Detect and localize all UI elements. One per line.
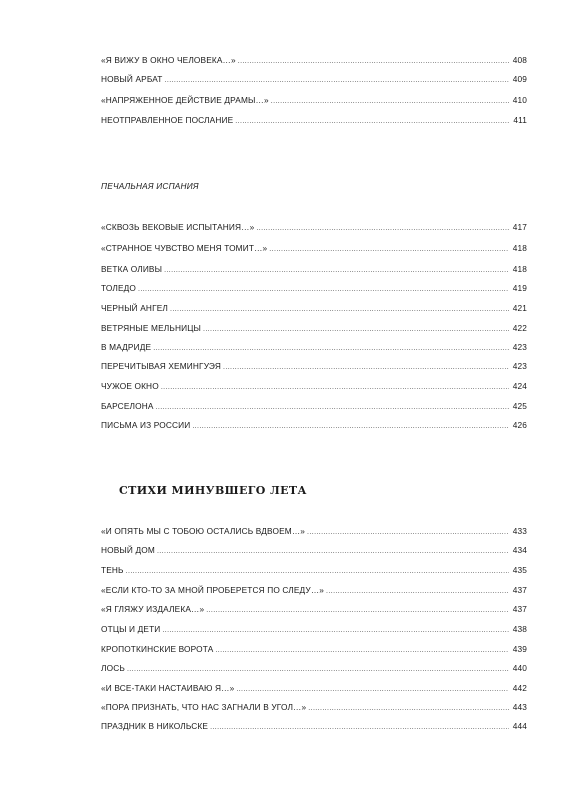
toc-entry-page: 435 (512, 565, 527, 575)
toc-leader-dots (156, 402, 509, 414)
toc-entry-title: ЛОСЬ (101, 663, 125, 673)
toc-entry-title: «СКВОЗЬ ВЕКОВЫЕ ИСПЫТАНИЯ…» (101, 222, 255, 232)
toc-entry-title: БАРСЕЛОНА (101, 401, 154, 411)
toc-entry-title: ТОЛЕДО (101, 283, 137, 293)
toc-entry (101, 623, 527, 637)
toc-entry (101, 720, 527, 734)
toc-entry-page: 418 (512, 243, 527, 253)
toc-entry (101, 282, 527, 296)
toc-entry-page: 410 (512, 95, 527, 105)
toc-entry-page: 409 (512, 74, 527, 84)
toc-entry-page: 419 (512, 283, 527, 293)
toc-entry (101, 114, 527, 128)
toc-leader-dots (223, 362, 509, 374)
toc-leader-dots (210, 722, 509, 734)
toc-leader-dots (161, 382, 509, 394)
toc-entry-page: 440 (512, 663, 527, 673)
toc-entry (101, 263, 527, 277)
toc-entry-page: 411 (513, 115, 527, 125)
toc-entry (101, 54, 527, 68)
toc-entry-page: 439 (512, 644, 527, 654)
toc-entry (101, 701, 527, 715)
section-heading: СТИХИ МИНУВШЕГО ЛЕТА (119, 484, 307, 497)
toc-entry (101, 544, 527, 558)
toc-entry-page: 434 (512, 545, 527, 555)
toc-leader-dots (256, 223, 509, 235)
toc-entry-title: «ЕСЛИ КТО-ТО ЗА МНОЙ ПРОБЕРЕТСЯ ПО СЛЕДУ…» (101, 585, 325, 595)
toc-entry-title: КРОПОТКИНСКИЕ ВОРОТА (101, 644, 214, 654)
toc-leader-dots (138, 284, 509, 296)
toc-entry (101, 341, 527, 355)
toc-entry (101, 662, 527, 676)
toc-entry-page: 437 (512, 604, 527, 614)
toc-entry-title: ТЕНЬ (101, 565, 124, 575)
toc-leader-dots (236, 684, 509, 696)
toc-entry (101, 360, 527, 374)
toc-entry-title: НЕОТПРАВЛЕННОЕ ПОСЛАНИЕ (101, 115, 234, 125)
toc-entry-page: 421 (512, 303, 527, 313)
toc-entry (101, 603, 527, 617)
toc-entry-page: 444 (512, 721, 527, 731)
toc-entry (101, 419, 527, 433)
toc-leader-dots (235, 116, 509, 128)
toc-entry (101, 525, 527, 539)
toc-entry-title: НОВЫЙ АРБАТ (101, 74, 163, 84)
toc-entry-page: 423 (512, 342, 527, 352)
toc-entry-title: «НАПРЯЖЕННОЕ ДЕЙСТВИЕ ДРАМЫ…» (101, 95, 269, 105)
toc-leader-dots (165, 75, 509, 87)
toc-entry-title: ЧЕРНЫЙ АНГЕЛ (101, 303, 169, 313)
toc-entry (101, 322, 527, 336)
toc-entry-page: 418 (512, 264, 527, 274)
toc-entry-page: 433 (512, 526, 527, 536)
toc-entry-page: 424 (512, 381, 527, 391)
toc-entry-title: ВЕТРЯНЫЕ МЕЛЬНИЦЫ (101, 323, 201, 333)
toc-entry (101, 564, 527, 578)
toc-entry (101, 94, 527, 108)
toc-leader-dots (271, 96, 509, 108)
toc-leader-dots (307, 527, 509, 539)
toc-entry-page: 408 (512, 55, 527, 65)
toc-entry-title: «Я ГЛЯЖУ ИЗДАЛЕКА…» (101, 604, 205, 614)
toc-entry-page: 425 (512, 401, 527, 411)
toc-entry-page: 423 (512, 361, 527, 371)
toc-entry-page: 437 (512, 585, 527, 595)
toc-entry-title: В МАДРИДЕ (101, 342, 152, 352)
toc-leader-dots (153, 343, 509, 355)
toc-leader-dots (162, 625, 509, 637)
toc-entry-page: 422 (512, 323, 527, 333)
toc-leader-dots (308, 703, 509, 715)
section-heading: ПЕЧАЛЬНАЯ ИСПАНИЯ (101, 181, 199, 191)
toc-entry-title: «ПОРА ПРИЗНАТЬ, ЧТО НАС ЗАГНАЛИ В УГОЛ…» (101, 702, 307, 712)
toc-entry-page: 417 (512, 222, 527, 232)
toc-entry-page: 438 (512, 624, 527, 634)
toc-entry-title: «СТРАННОЕ ЧУВСТВО МЕНЯ ТОМИТ…» (101, 243, 268, 253)
toc-entry (101, 400, 527, 414)
toc-entry (101, 643, 527, 657)
toc-leader-dots (326, 586, 509, 598)
toc-entry (101, 302, 527, 316)
toc-entry (101, 584, 527, 598)
toc-leader-dots (206, 605, 509, 617)
toc-leader-dots (269, 244, 509, 256)
toc-leader-dots (127, 664, 509, 676)
toc-entry-page: 442 (512, 683, 527, 693)
toc-entry-title: ПИСЬМА ИЗ РОССИИ (101, 420, 191, 430)
toc-entry (101, 221, 527, 235)
toc-entry-title: НОВЫЙ ДОМ (101, 545, 155, 555)
toc-leader-dots (164, 265, 509, 277)
toc-entry-title: «Я ВИЖУ В ОКНО ЧЕЛОВЕКА…» (101, 55, 236, 65)
toc-entry (101, 682, 527, 696)
toc-entry-title: ЧУЖОЕ ОКНО (101, 381, 159, 391)
toc-entry-title: «И ОПЯТЬ МЫ С ТОБОЮ ОСТАЛИСЬ ВДВОЕМ…» (101, 526, 306, 536)
toc-entry (101, 242, 527, 256)
toc-leader-dots (215, 645, 509, 657)
toc-entry-title: «И ВСЕ-ТАКИ НАСТАИВАЮ Я…» (101, 683, 235, 693)
toc-leader-dots (157, 546, 509, 558)
toc-leader-dots (203, 324, 509, 336)
toc-leader-dots (126, 566, 509, 578)
toc-entry-title: ПРАЗДНИК В НИКОЛЬСКЕ (101, 721, 209, 731)
toc-leader-dots (192, 421, 509, 433)
toc-entry-title: ОТЦЫ И ДЕТИ (101, 624, 161, 634)
toc-entry (101, 380, 527, 394)
toc-leader-dots (238, 56, 509, 68)
toc-entry-title: ПЕРЕЧИТЫВАЯ ХЕМИНГУЭЯ (101, 361, 221, 371)
toc-entry-page: 443 (512, 702, 527, 712)
toc-entry (101, 73, 527, 87)
toc-entry-page: 426 (512, 420, 527, 430)
toc-leader-dots (170, 304, 509, 316)
toc-entry-title: ВЕТКА ОЛИВЫ (101, 264, 163, 274)
